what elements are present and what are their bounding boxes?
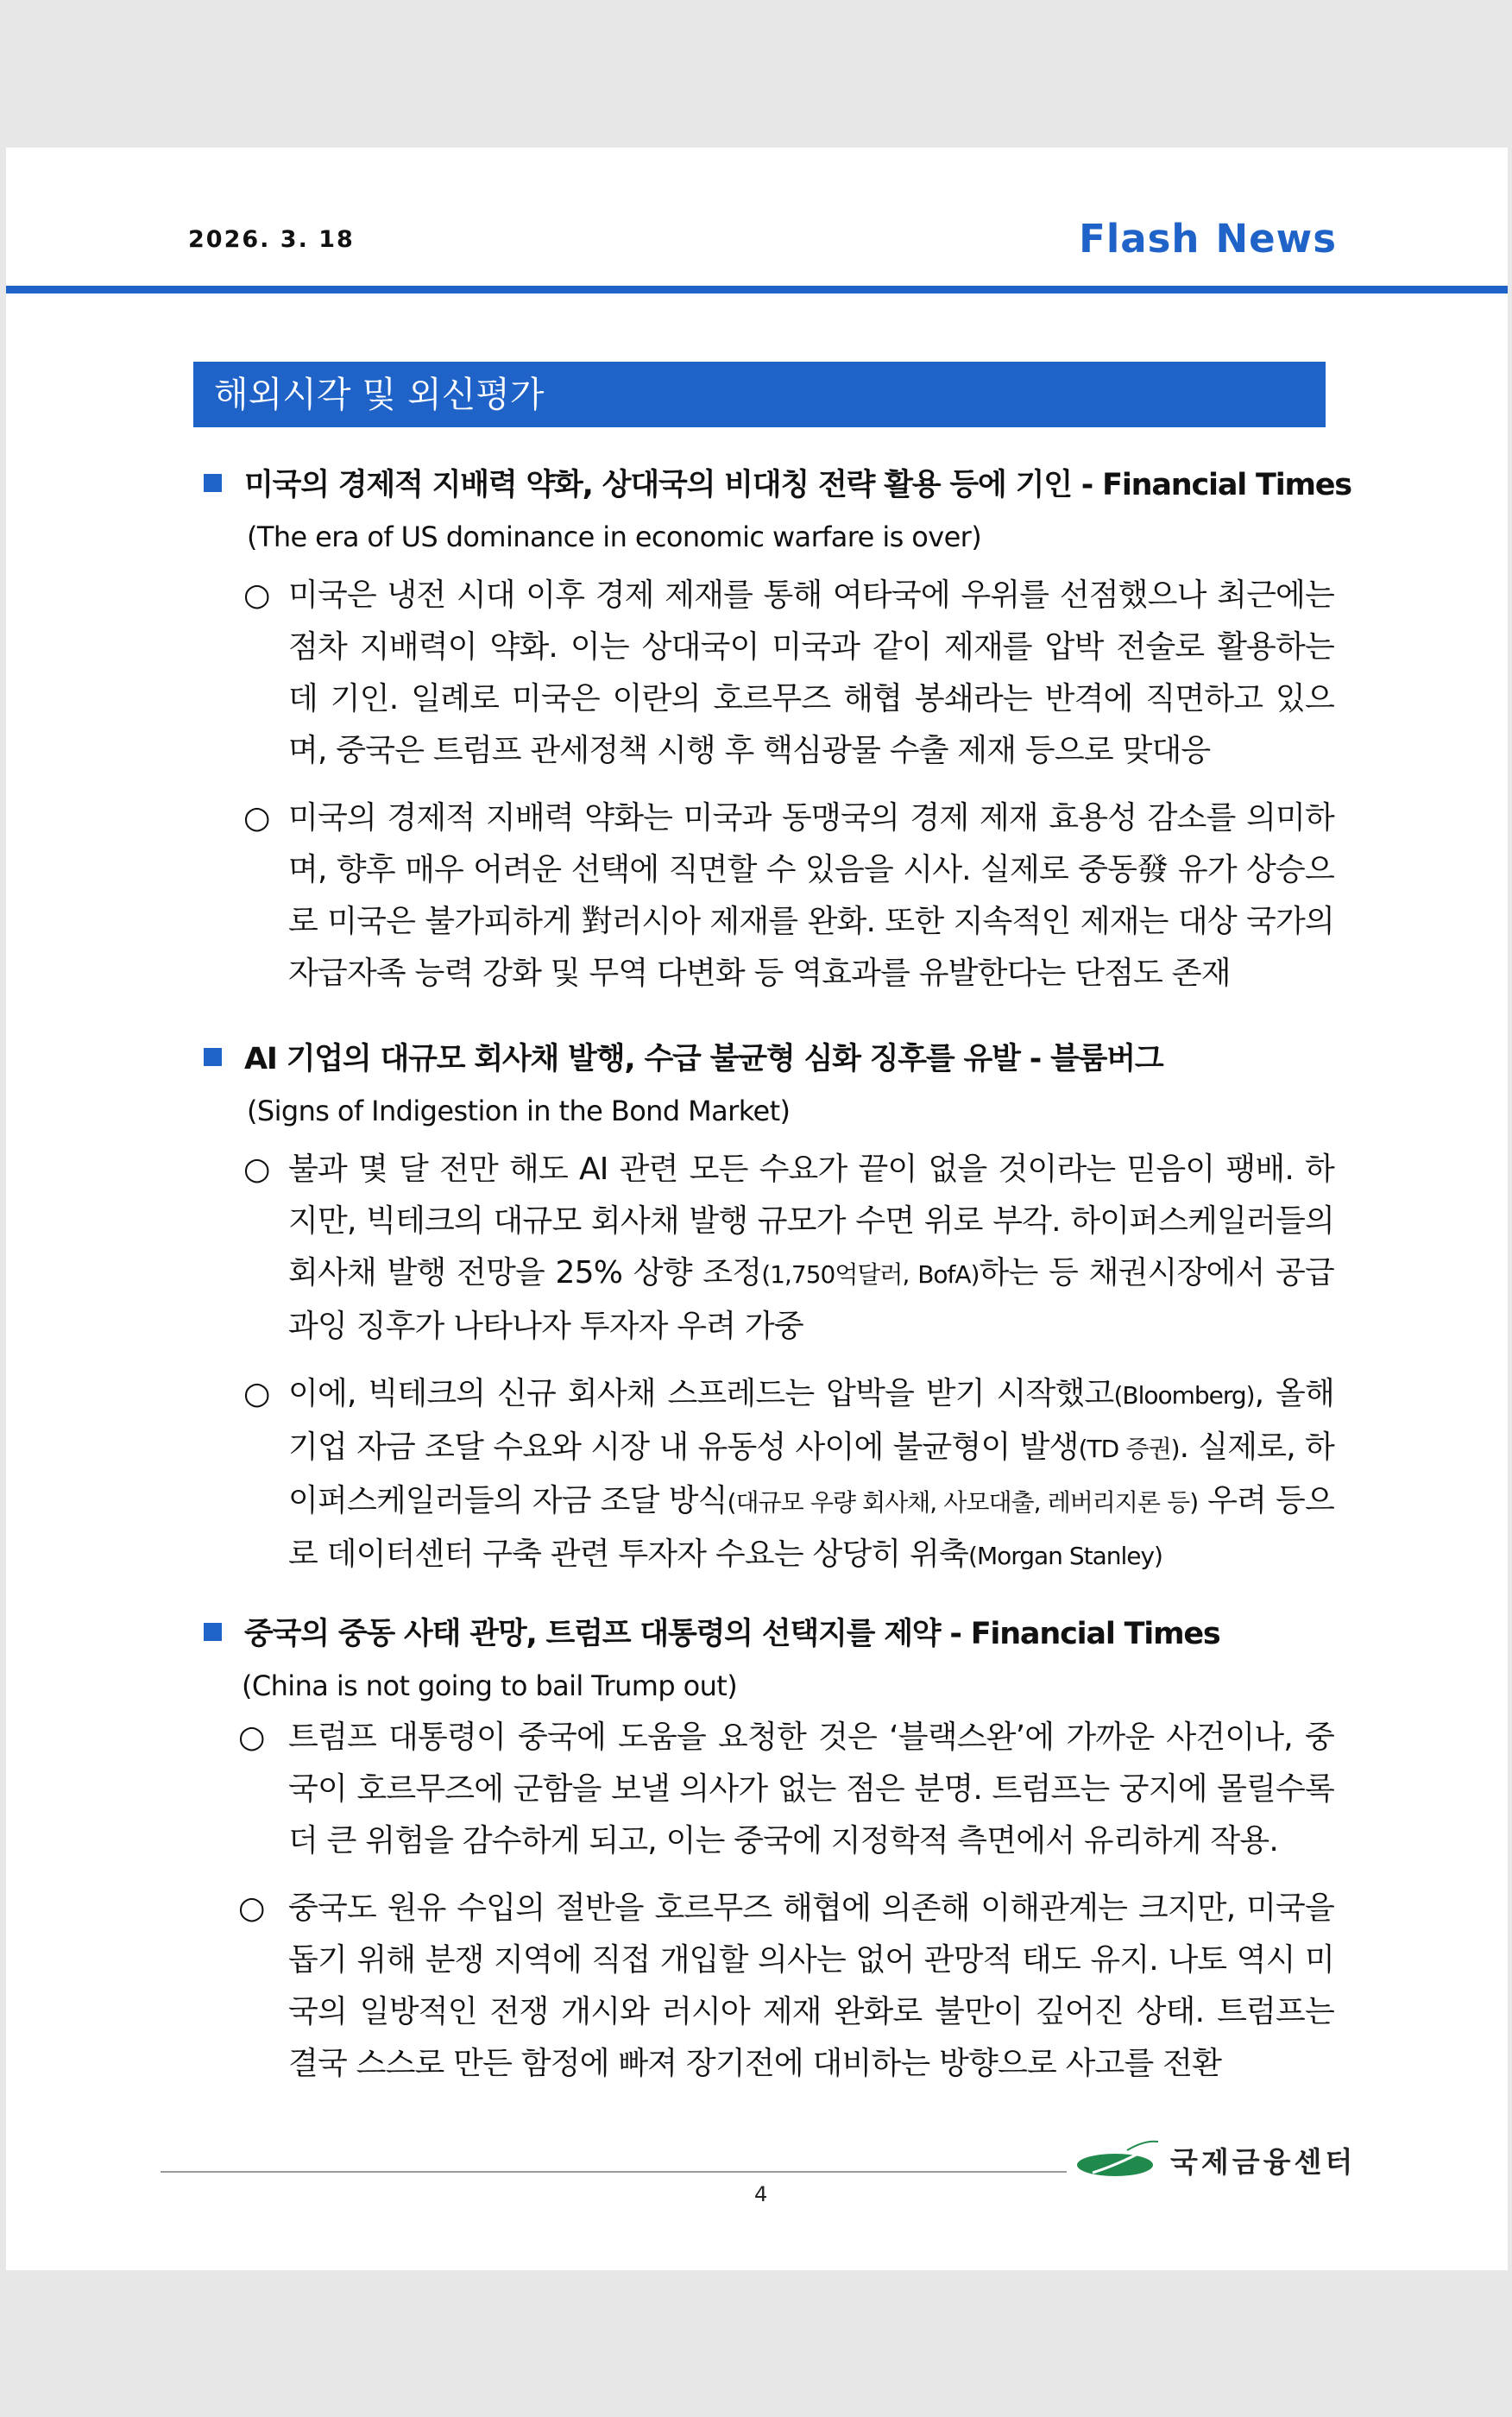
footer-rule [161,2171,1067,2173]
item-subtitle: (China is not going to bail Trump out) [242,1669,738,1702]
bullet-text: 중국도 원유 수입의 절반을 호르무즈 해협에 의존해 이해관계는 크지만, 미국을 돕기 위해 분쟁 지역에 직접 개입할 의사는 없어 관망적 태도 유지. 나토 역시 미국의 일방적인 전쟁 개시와 러시아 제재 완화로 불만이 깊어진 상태. 트럼프는 결국 스스로 만든 함정에 빠져 장기전에 대비하는 방향으로 사고를 전환 [288,1890,1334,2081]
list-item [204,1144,1334,1353]
item-title [204,459,1351,511]
bullet-text: . 실제로, 하이퍼스케일러들의 자금 조달 방식 [288,1429,1335,1518]
brand-word-news: News [1215,216,1337,262]
news-item-1 [204,459,1351,1000]
circle-bullet-icon: ○ [238,1890,265,1926]
brand-word-flash: Flash [1079,216,1200,262]
page-number: 4 [754,2182,768,2206]
item-title-text: AI 기업의 대규모 회사채 발행, 수급 불균형 심화 징후를 유발 - 블룸버그 [244,1042,1163,1076]
item-subtitle: (Signs of Indigestion in the Bond Market) [247,1095,791,1127]
source-note: (Morgan Stanley) [968,1542,1162,1570]
list-item [204,1368,1334,1582]
square-bullet-icon [204,1048,222,1066]
source-note: (TD 증권) [1078,1435,1180,1463]
org-logo [1075,2138,1356,2181]
circle-bullet-icon: ○ [243,800,270,836]
brand-title [1079,216,1337,262]
leaf-logo-icon [1075,2138,1162,2181]
circle-bullet-icon: ○ [243,577,270,613]
news-item-3 [204,1608,1334,2090]
square-bullet-icon [204,1623,222,1641]
header-rule [6,286,1508,293]
item-title-text: 미국의 경제적 지배력 약화, 상대국의 비대칭 전략 활용 등에 기인 - Financial Times [244,468,1351,502]
bullet-text: 이에, 빅테크의 신규 회사채 스프레드는 압박을 받기 시작했고 [288,1376,1114,1411]
source-note: (1,750억달러, BofA) [761,1260,980,1289]
item-subtitle: (The era of US dominance in economic warfare is over) [247,521,982,553]
bullet-text: 우려 등으로 데이터센터 구축 관련 투자자 수요는 상당히 위축 [288,1483,1334,1572]
list-item [204,570,1334,777]
bullet-text: 트럼프 대통령이 중국에 도움을 요청한 것은 ‘블랙스완’에 가까운 사건이나, 중국이 호르무즈에 군함을 보낼 의사가 없는 점은 분명. 트럼프는 궁지에 몰릴수록 더 큰 위험을 감수하게 되고, 이는 중국에 지정학적 측면에서 유리하게 작용. [288,1720,1334,1859]
item-title-text: 중국의 중동 사태 관망, 트럼프 대통령의 선택지를 제약 - Financial Times [244,1617,1220,1651]
circle-bullet-icon: ○ [238,1720,265,1755]
section-title: 해외시각 및 외신평가 [193,362,1326,427]
org-name: 국제금융센터 [1170,2144,1357,2179]
circle-bullet-icon: ○ [243,1376,270,1411]
report-date: 2026. 3. 18 [188,226,355,253]
source-note: (Bloomberg) [1113,1381,1255,1410]
bullet-text: 불과 몇 달 전만 해도 AI 관련 모든 수요가 끝이 없을 것이라는 믿음이 팽배. 하지만, 빅테크의 대규모 회사채 발행 규모가 수면 위로 부각. 하이퍼스케일러들의 회사채 발행 전망을 25% 상향 조정 [288,1152,1334,1291]
news-item-2 [204,1033,1334,1582]
square-bullet-icon [204,474,222,492]
list-item [204,792,1334,1000]
bullet-text: 하는 등 채권시장에서 공급과잉 징후가 나타나자 투자자 우려 가중 [288,1255,1334,1344]
item-title [204,1608,1334,1660]
bullet-text: 미국은 냉전 시대 이후 경제 제재를 통해 여타국에 우위를 선점했으나 최근에는 점차 지배력이 약화. 이는 상대국이 미국과 같이 제재를 압박 전술로 활용하는 데 기인. 일례로 미국은 이란의 호르무즈 해협 봉쇄라는 반격에 직면하고 있으며, 중국은 트럼프 관세정책 시행 후 핵심광물 수출 제재 등으로 맞대응 [288,577,1334,768]
item-title [204,1033,1334,1085]
list-item [204,1883,1334,2090]
circle-bullet-icon: ○ [243,1152,270,1187]
bullet-text: 미국의 경제적 지배력 약화는 미국과 동맹국의 경제 제재 효용성 감소를 의미하며, 향후 매우 어려운 선택에 직면할 수 있음을 시사. 실제로 중동發 유가 상승으로 미국은 불가피하게 對러시아 제재를 완화. 또한 지속적인 제재는 대상 국가의 자급자족 능력 강화 및 무역 다변화 등 역효과를 유발한다는 단점도 존재 [288,800,1334,991]
bullet-text: , 올해 기업 자금 조달 수요와 시장 내 유동성 사이에 불균형이 발생 [288,1376,1334,1465]
list-item [204,1712,1334,1867]
source-note: (대규모 우량 회사채, 사모대출, 레버리지론 등) [727,1488,1199,1517]
